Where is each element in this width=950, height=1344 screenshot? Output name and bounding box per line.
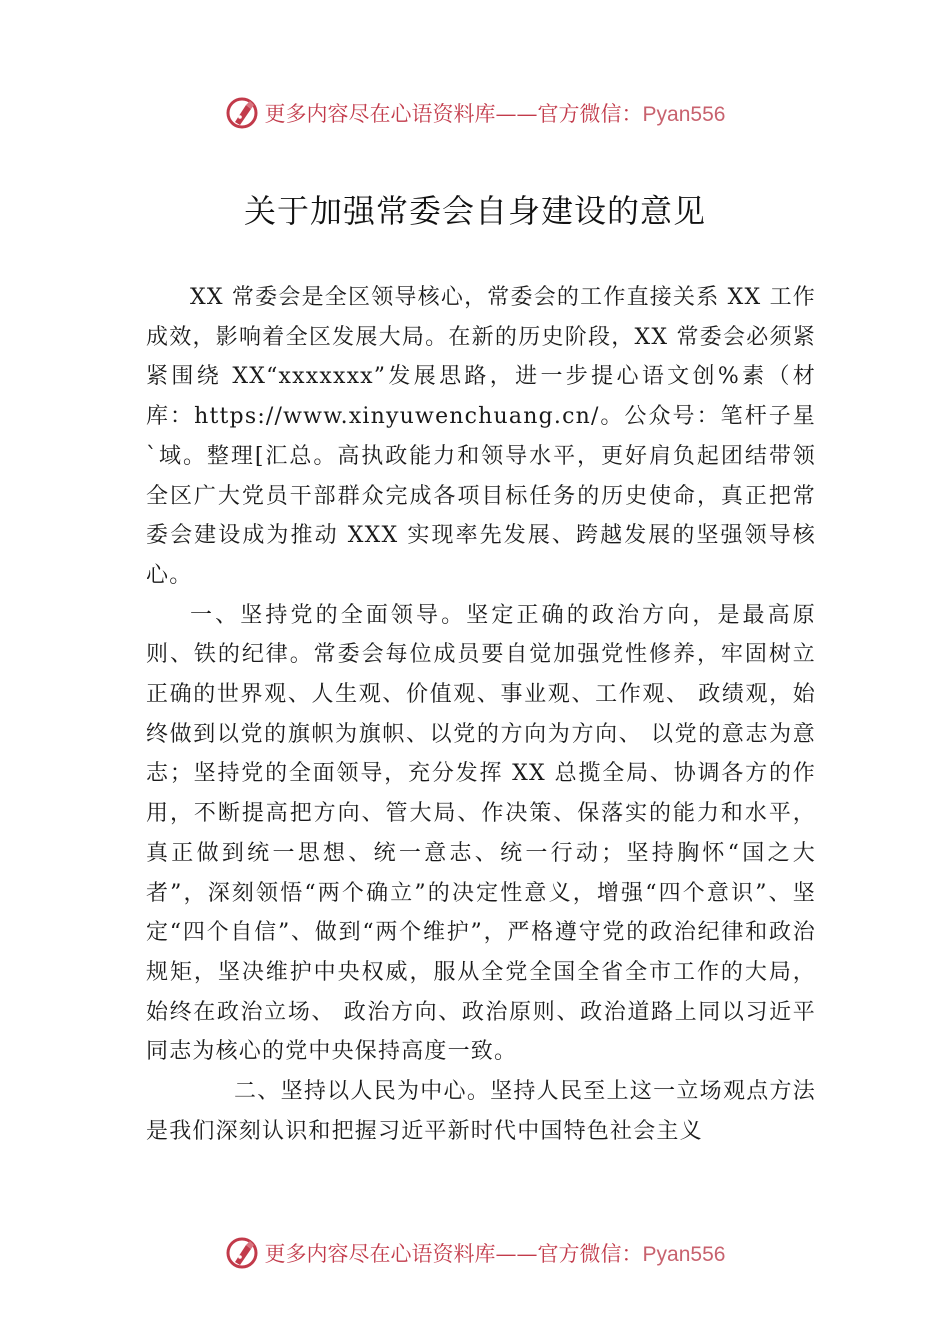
body-paragraph: XX 常委会是全区领导核心，常委会的工作直接关系 XX 工作成效，影响着全区发展大局。在新的历史阶段，XX 常委会必须紧紧围绕 XX“xxxxxxx”发展思路，进一步提心语文创%素（材库：https://www.xinyuwenchuang.cn/。公众号：笔杆子星`域。整理[汇总。高执政能力和领导水平，更好肩负起团结带领全区广大党员干部群众完成各项目标任务的历史使命，真正把常委会建设成为推动 XXX 实现率先发展、跨越发展的坚强领导核心。 xyxy=(146,285,816,588)
document-body xyxy=(146,278,816,1151)
banner-text xyxy=(265,1238,726,1268)
banner-slogan: 更多内容尽在心语资料库 xyxy=(264,102,496,126)
banner-wechat-id: Pyan556 xyxy=(642,1243,726,1266)
banner-wechat-label: 官方微信： xyxy=(537,1242,643,1266)
header-banner xyxy=(0,93,950,133)
banner-dash: —— xyxy=(495,1242,538,1266)
banner-wechat-id: Pyan556 xyxy=(642,103,726,126)
body-paragraph: 二、坚持以人民为中心。坚持人民至上这一立场观点方法是我们深刻认识和把握习近平新时代中国特色社会主义 xyxy=(146,1079,816,1144)
banner-slogan: 更多内容尽在心语资料库 xyxy=(264,1242,496,1266)
body-paragraph: 一、坚持党的全面领导。坚定正确的政治方向，是最高原则、铁的纪律。常委会每位成员要自觉加强党性修养，牢固树立正确的世界观、人生观、价值观、事业观、工作观、 政绩观，始终做到以党的旗帜为旗帜、以党的方向为方向、 以党的意志为意志；坚持党的全面领导，充分发挥 XX 总揽全局、协调各方的作用，不断提高把方向、管大局、作决策、保落实的能力和水平，真正做到统一思想、统一意志、统一行动；坚持胸怀“国之大者”，深刻领悟“两个确立”的决定性意义，增强“四个意识”、坚定“四个自信”、做到“两个维护”，严格遵守党的政治纪律和政治规矩，坚决维护中央权威，服从全党全国全省全市工作的大局，始终在政治立场、 政治方向、政治原则、政治道路上同以习近平同志为核心的党中央保持高度一致。 xyxy=(146,602,816,1065)
footer-banner xyxy=(0,1233,950,1273)
pen-nib-logo-icon xyxy=(225,1236,259,1270)
document-title: 关于加强常委会自身建设的意见 xyxy=(243,192,706,230)
banner-text xyxy=(265,98,726,128)
pen-nib-logo-icon xyxy=(225,96,259,130)
banner-wechat-label: 官方微信： xyxy=(537,102,643,126)
banner-dash: —— xyxy=(495,102,538,126)
